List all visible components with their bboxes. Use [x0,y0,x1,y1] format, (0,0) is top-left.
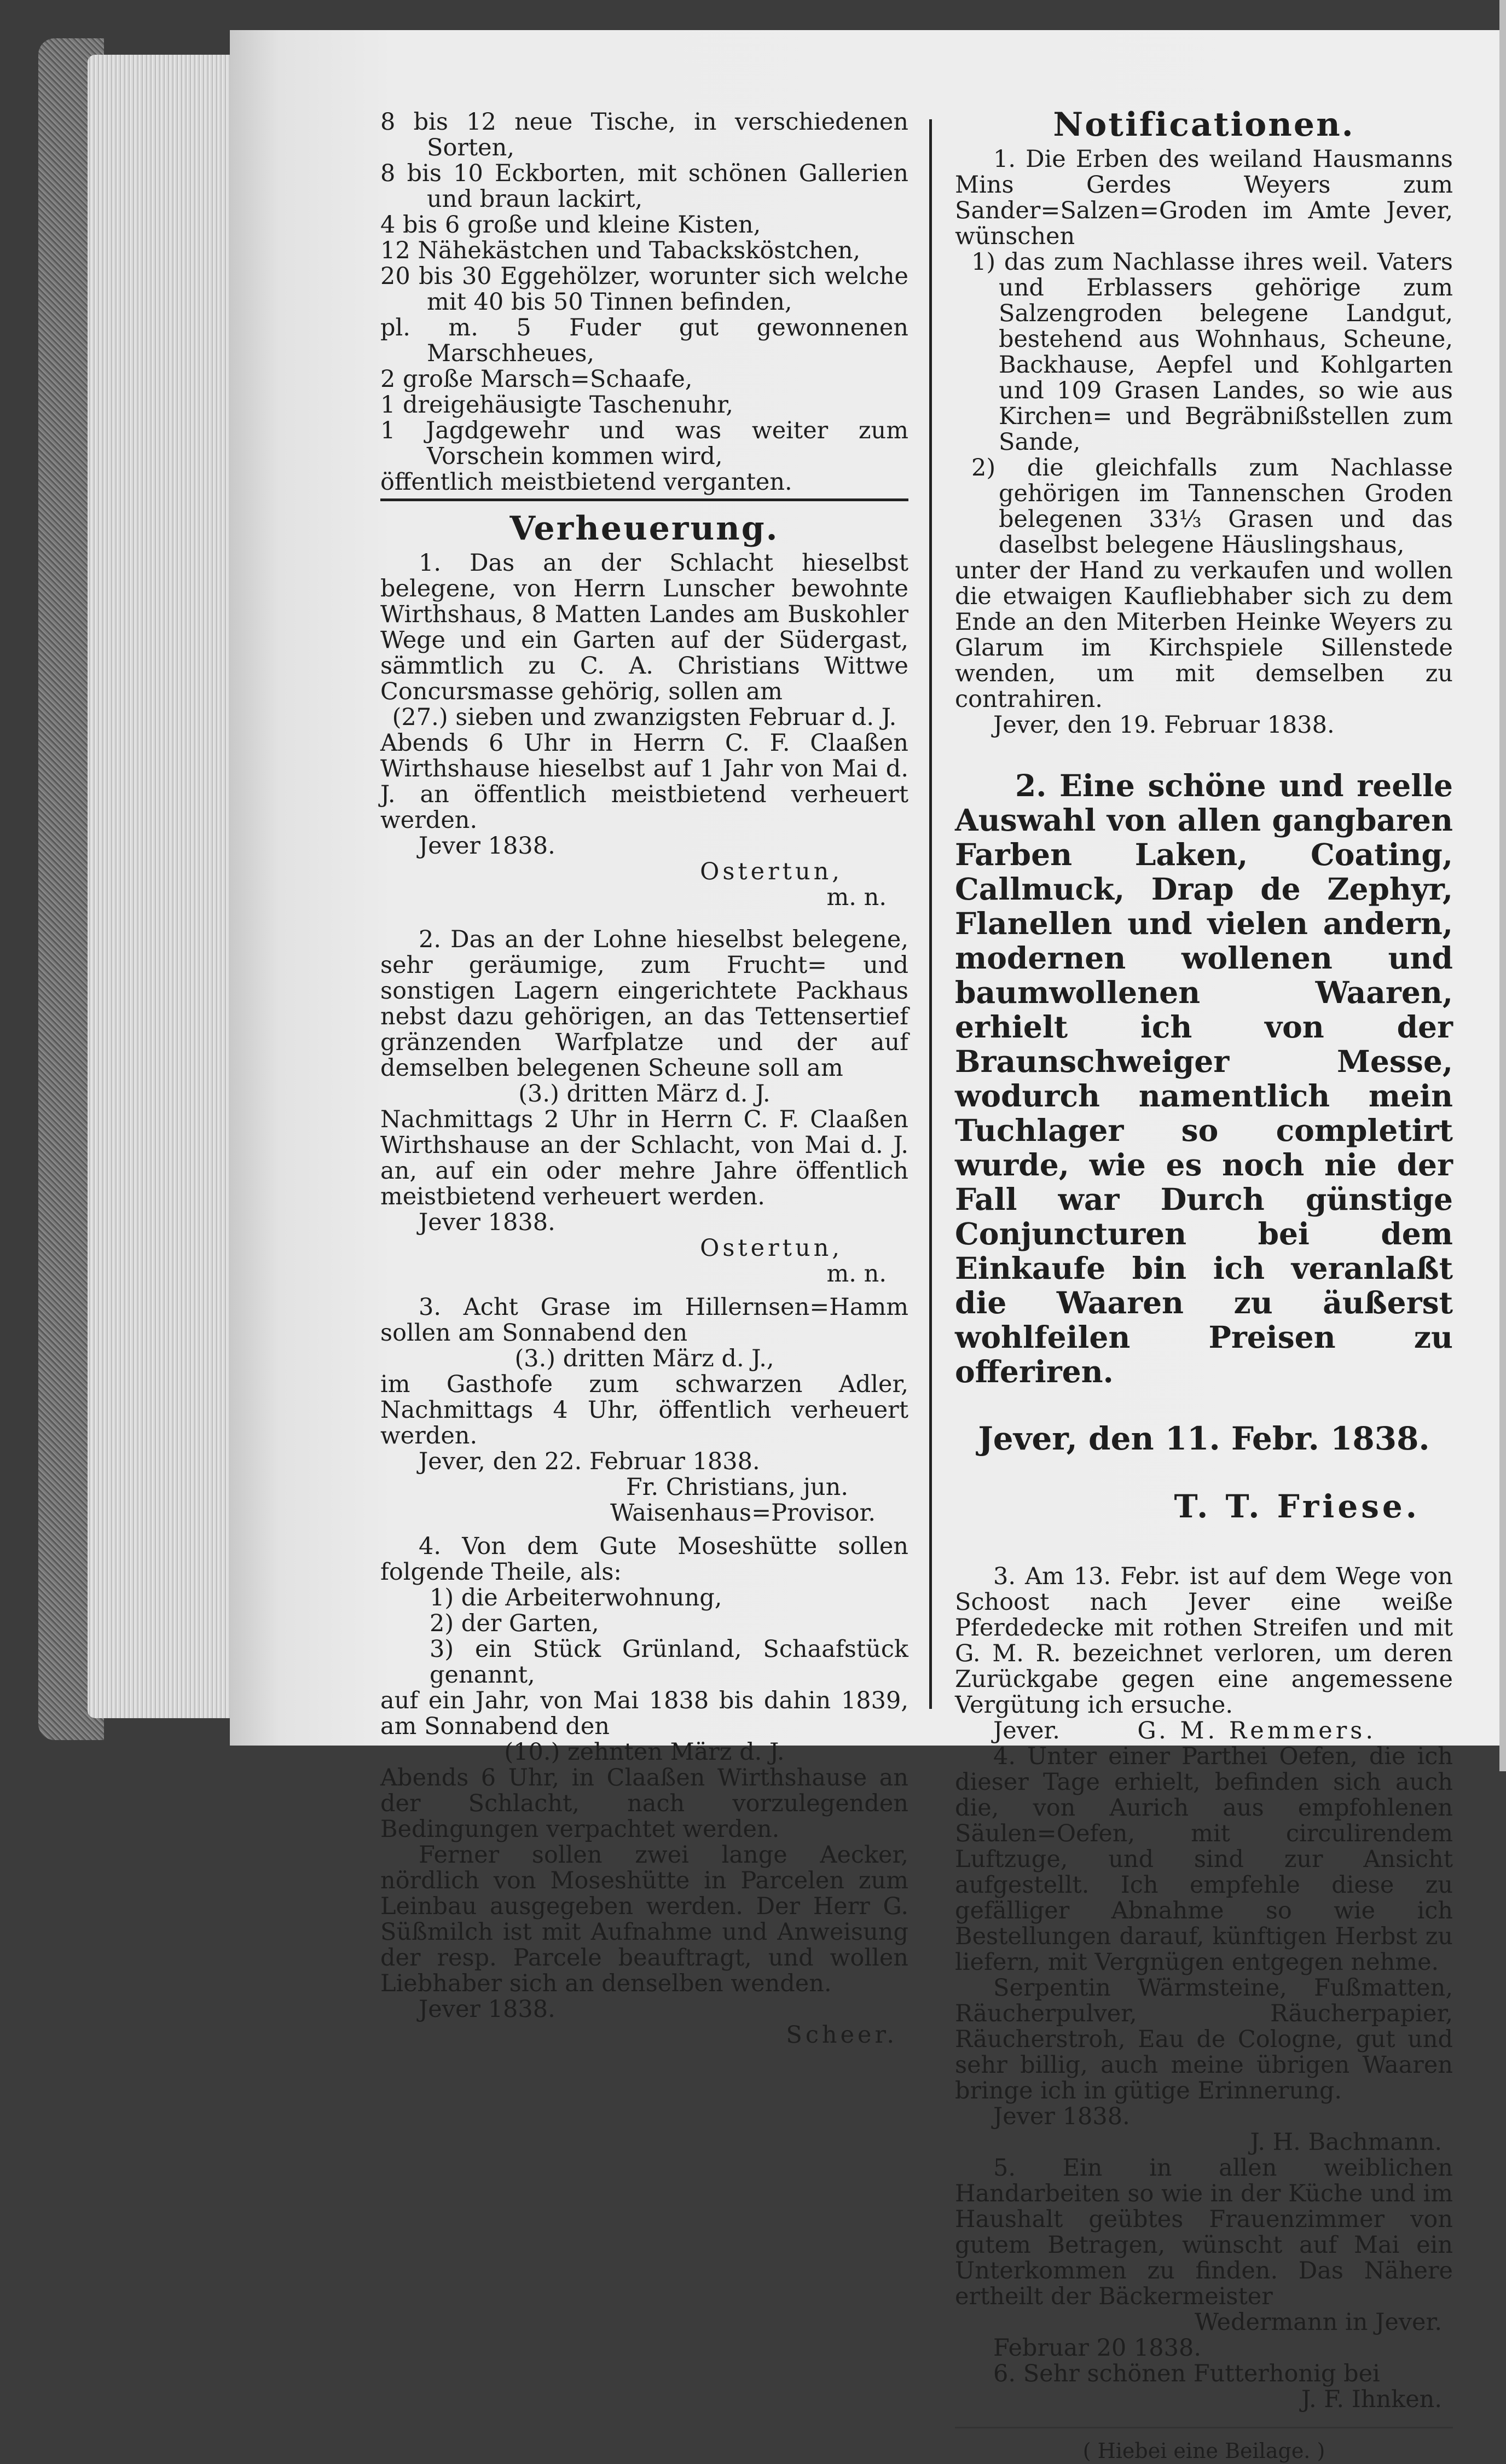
notice-date: (27.) sieben und zwanzigsten Februar d. J. [392,704,897,731]
notice-text: 3. Am 13. Febr. ist auf dem Wege von Schoost nach Jever eine weiße Pferdedecke mit rothen Streifen und mit G. M. R. bezeichnet verloren, um deren Zurückgabe gegen eine angemessene Vergütung ich ersuche. [955,1563,1453,1719]
signer-sub: m. n. [826,1260,887,1288]
signer-sub: m. n. [826,884,887,911]
list-item: 4 bis 6 große und kleine Kisten, [380,211,761,239]
list-item: 2) die gleichfalls zum Nachlasse gehörigen im Tannenschen Groden belegenen 33⅓ Grasen und das daselbst belegene Häuslingshaus, [971,454,1453,559]
notice-text: auf ein Jahr, von Mai 1838 bis dahin 1839, am Sonnabend den [380,1687,908,1740]
notification-6 [955,2361,1453,2413]
notification-2-advertisement [955,768,1453,1524]
section-heading: Notificationen. [1053,106,1355,144]
signer: Wedermann in Jever. [1194,2309,1442,2336]
notice-3 [380,1295,908,1526]
spacer [380,911,908,927]
notice-text: Abends 6 Uhr in Herrn C. F. Claaßen Wirthshause hieselbst auf 1 Jahr von Mai d. J. an öffentlich meistbietend verheuert werden. [380,729,908,834]
list-item: 2 große Marsch=Schaafe, [380,366,693,393]
notice-date: (10.) zehnten März d. J. [504,1738,785,1766]
right-column [955,106,1453,2464]
signer: J. H. Bachmann. [1250,2129,1442,2156]
list-item: 1 Jagdgewehr und was weiter zum Vorschein kommen wird, [380,417,908,470]
signer: J. F. Ihnken. [1301,2386,1442,2413]
list-item: 1 dreigehäusigte Taschenuhr, [380,391,733,419]
notice-text: Ferner sollen zwei lange Aecker, nördlich von Moseshütte in Parcelen zum Leinbau ausgegeben werden. Der Herr G. Süßmilch ist mit Aufnahme und Anweisung der resp. Parcele beauftragt, und wollen Liebhaber sich an denselben wenden. [380,1841,908,1997]
signer-sub: Waisenhaus=Provisor. [610,1499,876,1527]
date: Februar 20 1838. [993,2334,1202,2362]
list-item: 20 bis 30 Eggehölzer, worunter sich welche mit 40 bis 50 Tinnen befinden, [380,263,908,316]
signer: Fr. Christians, jun. [625,1474,848,1501]
facing-page-edge [1499,0,1506,1771]
list-item: pl. m. 5 Fuder gut gewonnenen Marschheues, [380,314,908,367]
notice-text: 6. Sehr schönen Futterhonig bei [993,2360,1380,2387]
place-date: Jever 1838. [419,832,555,860]
left-column [380,109,908,2048]
notice-text: 4. Unter einer Parthei Oefen, die ich dieser Tage erhielt, befinden sich auch die, von Aurich aus empfohlenen Säulen=Oefen, mit circulirendem Luftzuge, und sind zur Ansicht aufgestellt. Ich empfehle diese zu gefälliger Abnahme so wie ich Bestellungen darauf, künftigen Herbst zu liefern, mit Vergnügen entgegen nehme. [955,1743,1453,1976]
auction-closing: öffentlich meistbietend verganten. [380,468,792,496]
supplement-note: ( Hiebei eine Beilage. ) [1082,2439,1325,2463]
notice-date: (3.) dritten März d. J., [514,1345,774,1372]
notice-text: 5. Ein in allen weiblichen Handarbeiten so wie in der Küche und im Haushalt geübtes Frauenzimmer von gutem Betragen, wünscht auf Mai ein Unterkommen zu finden. Das Nähere ertheilt der Bäckermeister [955,2154,1453,2310]
ad-text: 2. Eine schöne und reelle Auswahl von allen gangbaren Farben Laken, Coating, Callmuck, Drap de Zephyr, Flanellen und vielen andern, modernen wollenen und baumwollenen Waaren, erhielt ich von der Braunschweiger Messe, wodurch namentlich mein Tuchlager so completirt wurde, wie es noch nie der Fall war Durch günstige Conjuncturen bei dem Einkaufe bin ich veranlaßt die Waaren zu äußerst wohlfeilen Preisen zu offeriren. [955,768,1453,1389]
place-signer-line [955,1718,1453,1744]
signer: Ostertun, [700,858,843,885]
notice-text: Nachmittags 2 Uhr in Herrn C. F. Claaßen Wirthshause an der Schlacht, von Mai d. J. an, auf ein oder mehre Jahre öffentlich meistbietend verheuert werden. [380,1106,908,1210]
signer: Ostertun, [700,1234,843,1262]
list-item: 3) ein Stück Grünland, Schaafstück genannt, [430,1636,908,1689]
notice-text: 1. Die Erben des weiland Hausmanns Mins Gerdes Weyers zum Sander=Salzen=Groden im Amte Jever, wünschen [955,146,1453,250]
place-date: Jever, den 11. Febr. 1838. [978,1420,1430,1457]
section-heading: Verheuerung. [509,509,779,548]
notice-1 [380,550,908,911]
list-item: 8 bis 12 neue Tische, in verschiedenen Sorten, [380,108,908,161]
notification-5 [955,2155,1453,2361]
place: Jever. [993,1717,1060,1744]
notification-4 [955,1744,1453,2155]
place-date: Jever, den 22. Februar 1838. [419,1448,760,1475]
footer-rule [955,2427,1453,2428]
section-rule [380,498,908,501]
notification-1 [955,147,1453,738]
notice-text: Serpentin Wärmsteine, Fußmatten, Räucherpulver, Räucherpapier, Räucherstroh, Eau de Cologne, gut und sehr billig, auch meine übrigen Waaren bringe ich in gütige Erinnerung. [955,1974,1453,2104]
notice-text: 4. Von dem Gute Moseshütte sollen folgende Theile, als: [380,1533,908,1586]
notice-text: 3. Acht Grase im Hillernsen=Hamm sollen am Sonnabend den [380,1294,908,1347]
notice-4 [380,1534,908,2048]
place-date: Jever 1838. [993,2103,1130,2130]
notice-2 [380,927,908,1287]
auction-item-list [380,109,908,469]
list-item: 2) der Garten, [430,1610,599,1637]
list-item: 1) die Arbeiterwohnung, [430,1584,722,1611]
place-date: Jever 1838. [419,1209,555,1236]
notice-text: Abends 6 Uhr, in Claaßen Wirthshause an der Schlacht, nach vorzulegenden Bedingungen verpachtet werden. [380,1764,908,1843]
list-item: 8 bis 10 Eckborten, mit schönen Gallerien und braun lackirt, [380,160,908,213]
signer: G. M. Remmers. [1137,1717,1376,1744]
column-divider [929,119,932,1709]
notice-date: (3.) dritten März d. J. [518,1080,771,1108]
signer: Scheer. [786,2021,897,2049]
list-item: 12 Nähekästchen und Tabacksköstchen, [380,237,861,264]
notice-text: 2. Das an der Lohne hieselbst belegene, sehr geräumige, zum Frucht= und sonstigen Lagern eingerichtete Packhaus nebst dazu gehörigen, an das Tettensertief gränzenden Warfplatze und der auf demselben belegenen Scheune soll am [380,926,908,1082]
signer: T. T. Friese. [1174,1488,1420,1525]
place-date: Jever, den 19. Februar 1838. [993,711,1335,739]
notice-text: unter der Hand zu verkaufen und wollen die etwaigen Kaufliebhaber sich zu dem Ende an den Miterben Heinke Weyers zu Glarum im Kirchspiele Sillenstede wenden, um mit demselben zu contrahiren. [955,557,1453,713]
list-item: 1) das zum Nachlasse ihres weil. Vaters und Erblassers gehörige zum Salzengroden belegene Landgut, bestehend aus Wohnhaus, Scheune, Backhause, Aepfel und Kohlgarten und 109 Grasen Landes, so wie aus Kirchen= und Begräbnißstellen zum Sande, [971,248,1453,456]
page-edges [88,55,235,1718]
place-date: Jever 1838. [419,1996,555,2023]
notice-text: 1. Das an der Schlacht hieselbst belegene, von Herrn Lunscher bewohnte Wirthshaus, 8 Matten Landes am Buskohler Wege und ein Garten auf der Südergast, sämmtlich zu C. A. Christians Wittwe Concursmasse gehörig, sollen am [380,549,908,705]
notification-3 [955,1564,1453,1744]
notice-text: im Gasthofe zum schwarzen Adler, Nachmittags 4 Uhr, öffentlich verheuert werden. [380,1371,908,1450]
